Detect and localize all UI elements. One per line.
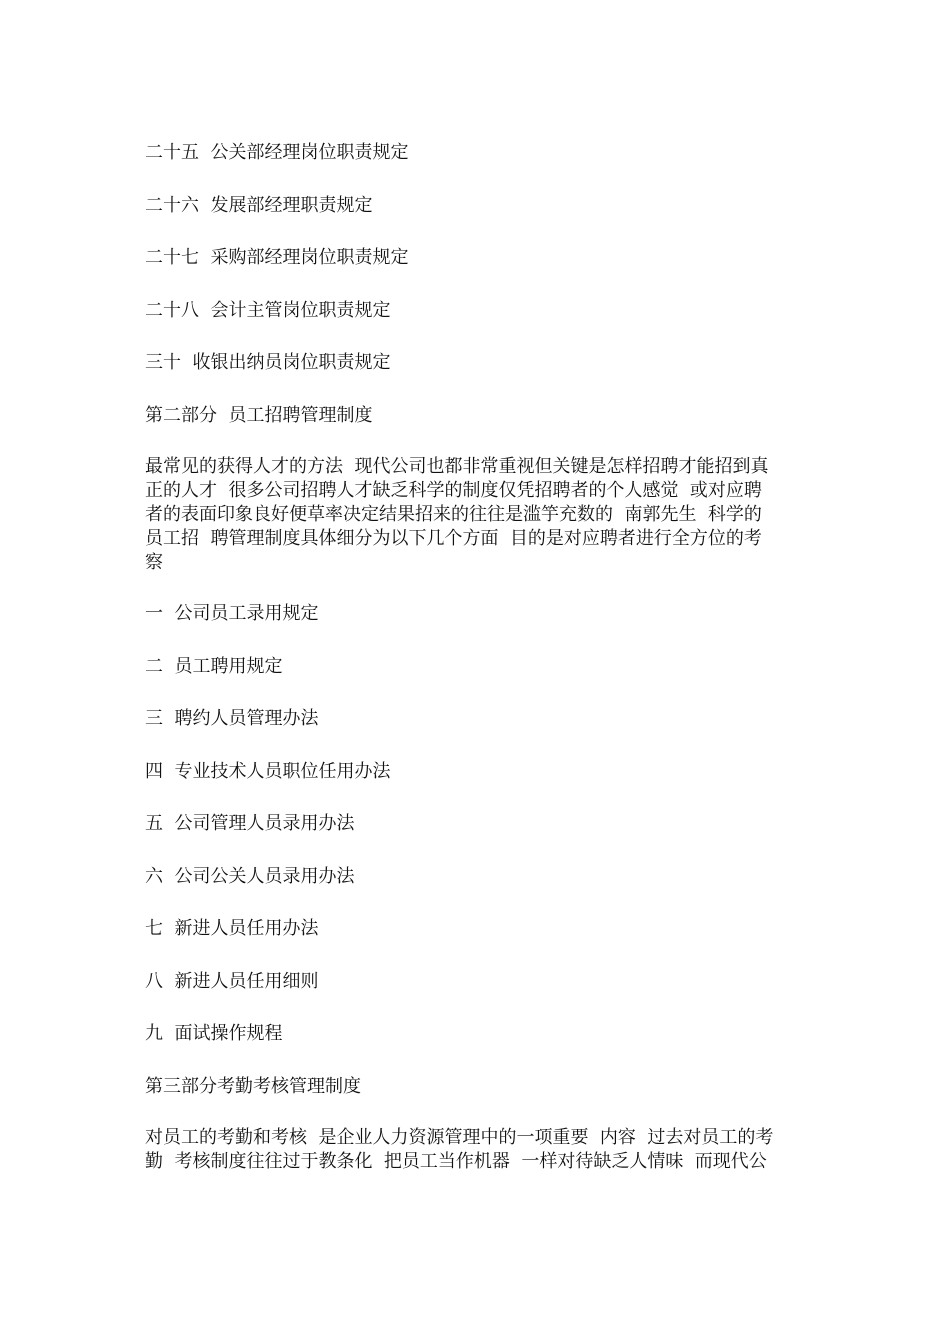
- paragraph-line: 最常见的获得人才的方法 现代公司也都非常重视但关键是怎样招聘才能招到真: [145, 456, 769, 477]
- paragraph-line: 正的人才 很多公司招聘人才缺乏科学的制度仅凭招聘者的个人感觉 或对应聘: [145, 480, 762, 501]
- list-item: 六 公司公关人员录用办法: [145, 865, 355, 887]
- list-item: 二十八 会计主管岗位职责规定: [145, 299, 391, 321]
- paragraph-line: 勤 考核制度往往过于教条化 把员工当作机器 一样对待缺乏人情味 而现代公: [145, 1151, 767, 1172]
- list-item: 三十 收银出纳员岗位职责规定: [145, 352, 391, 373]
- paragraph-line: 察: [145, 552, 163, 573]
- section-heading: 第三部分考勤考核管理制度: [145, 1075, 361, 1097]
- list-item: 三 聘约人员管理办法: [145, 708, 319, 729]
- paragraph-line: 者的表面印象良好便草率决定结果招来的往往是滥竽充数的 南郭先生 科学的: [145, 504, 762, 525]
- section-heading: 第二部分 员工招聘管理制度: [145, 404, 373, 426]
- list-item: 二十六 发展部经理职责规定: [145, 194, 373, 216]
- list-item: 四 专业技术人员职位任用办法: [145, 760, 391, 782]
- list-item: 一 公司员工录用规定: [145, 603, 319, 624]
- list-item: 五 公司管理人员录用办法: [145, 813, 355, 834]
- paragraph-recruitment: [145, 455, 810, 575]
- list-item: 二十七 采购部经理岗位职责规定: [145, 247, 409, 268]
- list-item: 九 面试操作规程: [145, 1023, 283, 1044]
- document-page: [145, 140, 810, 1200]
- list-item: 八 新进人员任用细则: [145, 970, 319, 992]
- paragraph-line: 对员工的考勤和考核 是企业人力资源管理中的一项重要 内容 过去对员工的考: [145, 1127, 774, 1148]
- list-item: 七 新进人员任用办法: [145, 918, 319, 939]
- list-item: 二十五 公关部经理岗位职责规定: [145, 142, 409, 163]
- paragraph-attendance: [145, 1126, 810, 1174]
- list-item: 二 员工聘用规定: [145, 655, 283, 677]
- paragraph-line: 员工招 聘管理制度具体细分为以下几个方面 目的是对应聘者进行全方位的考: [145, 528, 762, 549]
